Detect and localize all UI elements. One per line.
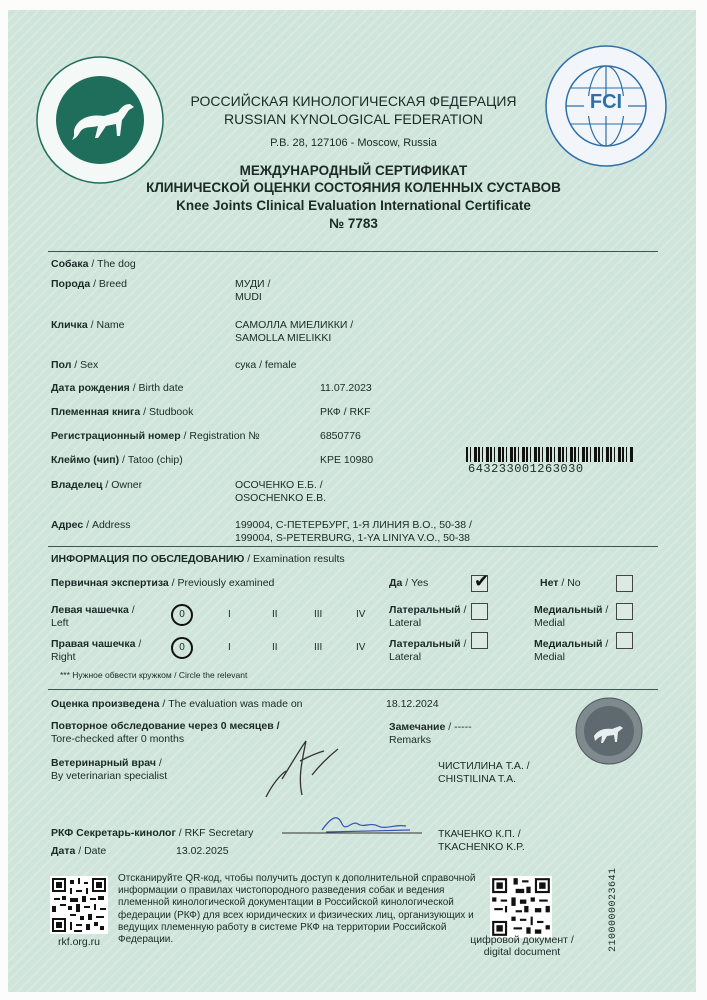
studbook-value: РКФ / RKF	[320, 406, 371, 418]
chip-barcode	[466, 447, 634, 462]
org-name-en: RUSSIAN KYNOLOGICAL FEDERATION	[223, 111, 484, 127]
title-line-3: Knee Joints Clinical Evaluation International Certificate	[176, 198, 531, 213]
left-grade-2[interactable]: II	[272, 609, 278, 620]
secretary-label: РКФ Секретарь-кинолог / RKF Secretary	[51, 827, 254, 839]
right-medial-label: Медиальный /	[534, 638, 609, 650]
org-address: P.B. 28, 127106 - Moscow, Russia	[270, 137, 437, 149]
owner-label: Владелец / Owner	[51, 479, 143, 491]
right-grade-0[interactable]: 0	[171, 637, 193, 659]
no-label: Нет / No	[540, 577, 581, 589]
left-grade-0[interactable]: 0	[171, 604, 193, 626]
sex-value: сука / female	[235, 359, 297, 371]
registration-value: 6850776	[320, 430, 361, 442]
remarks-label: Замечание / -----	[389, 721, 472, 733]
left-medial-label-en: Medial	[534, 617, 565, 629]
org-name-ru: РОССИЙСКАЯ КИНОЛОГИЧЕСКАЯ ФЕДЕРАЦИЯ	[190, 93, 517, 109]
check-mark-icon: ✔	[474, 571, 490, 591]
right-grade-1[interactable]: I	[228, 642, 231, 653]
name-value-en: SAMOLLA MIELIKKI	[235, 332, 332, 344]
address-value-ru: 199004, С-ПЕТЕРБУРГ, 1-Я ЛИНИЯ В.О., 50-38 /	[235, 519, 472, 531]
sex-label: Пол / Sex	[51, 359, 99, 371]
divider	[48, 251, 658, 252]
vet-label: Ветеринарный врач /	[51, 757, 162, 769]
right-patella-label-en: Right	[51, 651, 76, 663]
left-patella-label: Левая чашечка /	[51, 604, 135, 616]
digital-document-label-en: digital document	[483, 946, 561, 958]
fci-abbr: FCI	[589, 91, 623, 113]
breed-label: Порода / Breed	[51, 278, 127, 290]
digital-document-label-ru: цифровой документ /	[470, 934, 574, 946]
vet-label-en: By veterinarian specialist	[51, 770, 168, 782]
qr-code-rkf[interactable]	[50, 876, 108, 934]
birth-date-label: Дата рождения / Birth date	[51, 382, 184, 394]
qr-note: Отсканируйте QR-код, чтобы получить доступ к дополнительной справочной информации о правилах чистопородного разведения собак и ведения племенной кинологической документации в Российской кинологической федерации (РКФ) для всех юридических и физических лиц, организующих и ведущих племенную работу в системе РКФ на территории Российской Федерации.	[118, 873, 476, 946]
right-lateral-label: Латеральный /	[389, 638, 467, 650]
remarks-label-en: Remarks	[389, 734, 432, 746]
left-lateral-label: Латеральный /	[389, 604, 467, 616]
yes-label: Да / Yes	[389, 577, 429, 589]
vet-name-en: CHISTILINA T.A.	[438, 773, 516, 785]
owner-value-en: OSOCHENKO E.B.	[235, 492, 327, 504]
left-medial-label: Медиальный /	[534, 604, 609, 616]
vet-signature	[262, 735, 342, 803]
divider	[48, 546, 658, 547]
previously-examined-label: Первичная экспертиза / Previously examined	[51, 577, 275, 589]
address-label: Адрес / Address	[51, 519, 131, 531]
birth-date-value: 11.07.2023	[320, 382, 372, 394]
right-lateral-checkbox[interactable]	[471, 632, 488, 649]
chip-label: Клеймо (чип) / Tatoo (chip)	[51, 454, 183, 466]
evaluation-date-value: 18.12.2024	[386, 698, 439, 710]
registration-label: Регистрационный номер / Registration №	[51, 430, 260, 442]
divider	[48, 689, 658, 690]
title-line-2: КЛИНИЧЕСКОЙ ОЦЕНКИ СОСТОЯНИЯ КОЛЕННЫХ СУСТАВОВ	[146, 180, 561, 195]
no-checkbox[interactable]	[616, 575, 633, 592]
right-grade-3[interactable]: III	[314, 642, 323, 653]
right-medial-checkbox[interactable]	[616, 632, 633, 649]
left-patella-label-en: Left	[51, 617, 69, 629]
owner-value-ru: ОСОЧЕНКО Е.Б. /	[235, 479, 323, 491]
name-label: Кличка / Name	[51, 319, 125, 331]
secretary-name-ru: ТКАЧЕНКО К.П. /	[438, 828, 521, 840]
breed-value-ru: МУДИ /	[235, 278, 271, 290]
left-grade-4[interactable]: IV	[356, 609, 366, 620]
date-label: Дата / Date	[51, 845, 107, 857]
serial-number: 2100000023641	[608, 867, 619, 952]
yes-checkbox[interactable]	[471, 571, 490, 592]
studbook-label: Племенная книга / Studbook	[51, 406, 194, 418]
vet-name-ru: ЧИСТИЛИНА Т.А. /	[438, 760, 530, 772]
left-lateral-label-en: Lateral	[389, 617, 422, 629]
hologram-seal	[574, 696, 644, 766]
right-grade-2[interactable]: II	[272, 642, 278, 653]
left-medial-checkbox[interactable]	[616, 603, 633, 620]
secretary-signature	[282, 812, 422, 838]
chip-value: KPE 10980	[320, 454, 374, 466]
title-line-1: МЕЖДУНАРОДНЫЙ СЕРТИФИКАТ	[239, 163, 468, 178]
dog-label: Собака / The dog	[51, 258, 136, 270]
left-lateral-checkbox[interactable]	[471, 603, 488, 620]
secretary-name-en: TKACHENKO K.P.	[438, 841, 525, 853]
right-grade-4[interactable]: IV	[356, 642, 366, 653]
recheck-label-en: Tore-checked after 0 months	[51, 733, 185, 745]
date-value: 13.02.2025	[176, 845, 229, 857]
site-link[interactable]: rkf.org.ru	[57, 936, 100, 948]
qr-code-digital[interactable]	[490, 876, 552, 938]
right-lateral-label-en: Lateral	[389, 651, 422, 663]
right-patella-label: Правая чашечка /	[51, 638, 142, 650]
evaluation-date-label: Оценка произведена / The evaluation was made on	[51, 698, 303, 710]
left-grade-1[interactable]: I	[228, 609, 231, 620]
circle-note: *** Нужное обвести кружком / Circle the relevant	[60, 670, 248, 680]
left-grade-3[interactable]: III	[314, 609, 323, 620]
right-medial-label-en: Medial	[534, 651, 565, 663]
exam-heading: ИНФОРМАЦИЯ ПО ОБСЛЕДОВАНИЮ / Examination results	[51, 553, 345, 565]
chip-barcode-number: 643233001263030	[468, 462, 584, 476]
certificate-number: № 7783	[329, 216, 378, 231]
address-value-en: 199004, S-PETERBURG, 1-YA LINIYA V.O., 50-38	[235, 532, 471, 544]
name-value-ru: САМОЛЛА МИЕЛИККИ /	[235, 319, 354, 331]
breed-value-en: MUDI	[235, 291, 262, 303]
recheck-label: Повторное обследование через 0 месяцев /	[51, 720, 280, 732]
